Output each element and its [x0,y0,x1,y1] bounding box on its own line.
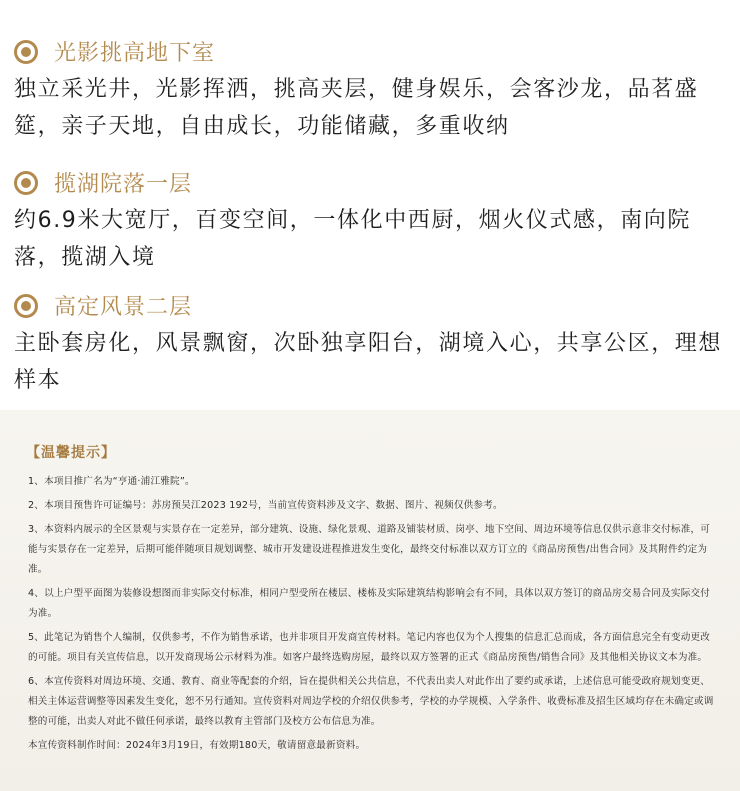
section-heading: 揽湖院落一层 [54,172,193,197]
radio-circle-icon [14,171,38,195]
section-title-first-floor [14,167,192,198]
disclaimer-list [28,472,718,756]
section-description: 独立采光井，光影挥洒，挑高夹层，健身娱乐，会客沙龙，品茗盛筵，亲子天地，自由成长，功能储藏，多重收纳 [14,77,699,139]
radio-circle-icon [14,40,38,64]
disclaimer-panel [0,410,740,791]
disclaimer-title: 【温馨提示】 [26,445,116,461]
section-title-second-floor [14,290,192,321]
disclaimer-item: 1、本项目推广名为“亨通·浦江雅院”。 [28,476,195,487]
radio-circle-icon [14,294,38,318]
section-description: 约6.9米大宽厅，百变空间，一体化中西厨，烟火仪式感，南向院落，揽湖入境 [14,208,691,270]
disclaimer-footer: 本宣传资料制作时间：2024年3月19日，有效期180天，敬请留意最新资料。 [28,740,366,751]
disclaimer-item: 3、本资料内展示的全区景观与实景存在一定差异，部分建筑、设施、绿化景观、道路及铺装材质、岗亭、地下空间、周边环境等信息仅供示意非交付标准，可能与实景存在一定差异，后期可能伴随项目规划调整、城市开发建设进程推进发生变化，最终交付标准以双方订立的《商品房预售/出售合同》及其附件约定为准。 [28,524,711,575]
disclaimer-item: 4、以上户型平面图为装修设想图而非实际交付标准，相同户型受所在楼层、楼栋及实际建筑结构影响会有不同，具体以双方签订的商品房交易合同及实际交付为准。 [28,588,711,619]
disclaimer-item: 2、本项目预售许可证编号：苏房预吴江2023 192号，当前宣传资料涉及文字、数据、图片、视频仅供参考。 [28,500,503,511]
section-title-basement [14,36,215,67]
disclaimer-item: 5、此笔记为销售个人编制，仅供参考，不作为销售承诺，也并非项目开发商宣传材料。笔记内容也仅为个人搜集的信息汇总而成，各方面信息完全有变动更改的可能。项目有关宣传信息，以开发商现场公示材料为准。如客户最终选购房屋，最终以双方签署的正式《商品房预售/销售合同》及其他相关协议文本为准。 [28,632,711,663]
section-heading: 光影挑高地下室 [54,41,216,66]
section-description: 主卧套房化，风景飘窗，次卧独享阳台，湖境入心，共享公区，理想样本 [14,331,723,393]
disclaimer-item: 6、本宣传资料对周边环境、交通、教育、商业等配套的介绍，旨在提供相关公共信息，不代表出卖人对此作出了要约或承诺，上述信息可能受政府规划变更、相关主体运营调整等因素发生变化，恕不另行通知。宣传资料对周边学校的介绍仅供参考，学校的办学规模、入学条件、收费标准及招生区域均存在未确定或调整的可能，出卖人对此不做任何承诺，最终以教育主管部门及校方公布信息为准。 [28,676,714,727]
section-heading: 高定风景二层 [54,295,193,320]
